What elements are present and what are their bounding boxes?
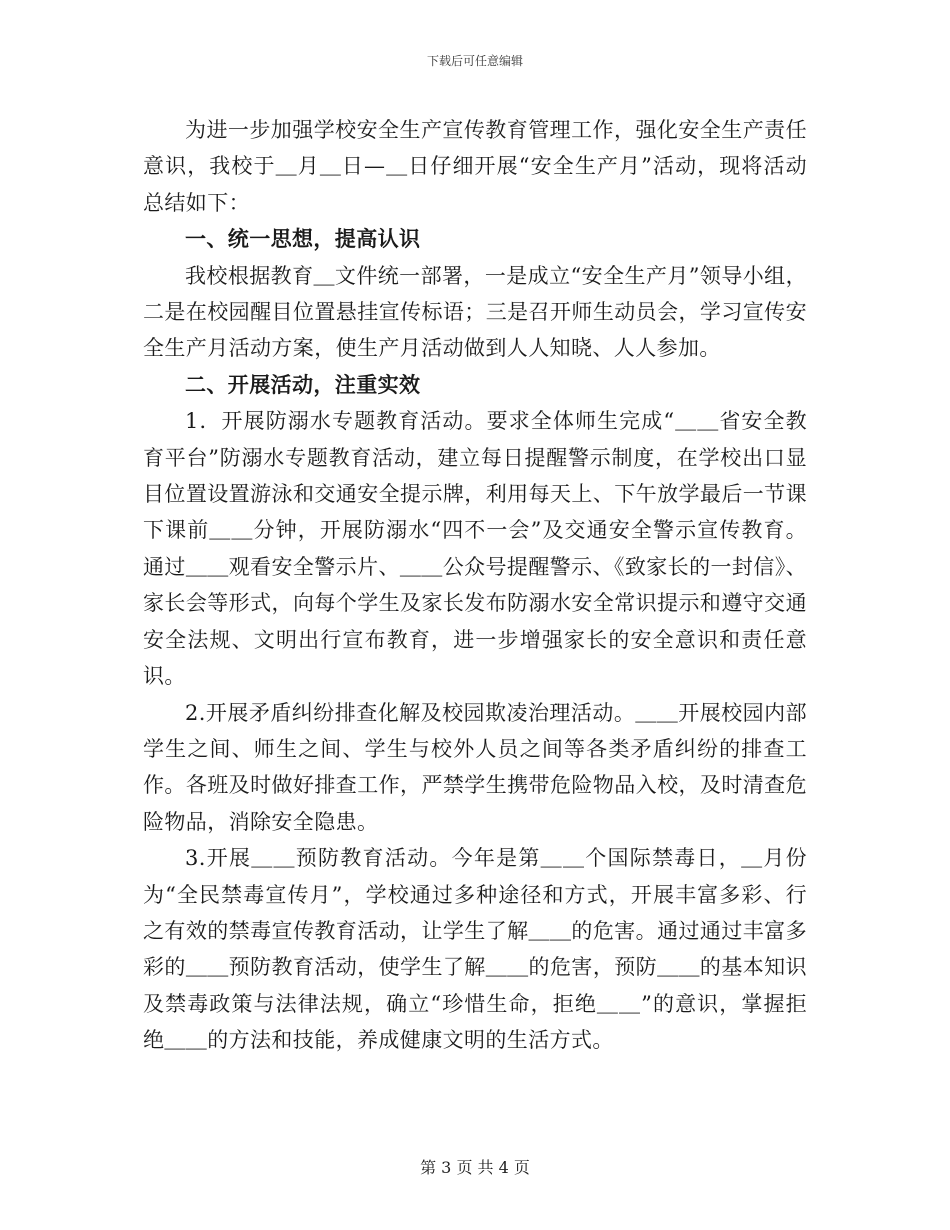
section-heading-2: 二、开展活动，注重实效	[185, 372, 421, 397]
activity-item-2: 2.开展矛盾纠纷排查化解及校园欺凌治理活动。＿＿开展校园内部学生之间、师生之间、学生与校外人员之间等各类矛盾纠纷的排查工作。各班及时做好排查工作，严禁学生携带危险物品入校，及时清查危险物品，消除安全隐患。	[143, 700, 807, 834]
section-1-paragraph: 我校根据教育＿文件统一部署，一是成立“安全生产月”领导小组，二是在校园醒目位置悬挂宣传标语；三是召开师生动员会，学习宣传安全生产月活动方案，使生产月活动做到人人知晓、人人参加。	[143, 263, 807, 361]
document-body	[143, 112, 807, 1059]
page-header-note: 下载后可任意编辑	[426, 54, 523, 68]
intro-paragraph: 为进一步加强学校安全生产宣传教育管理工作，强化安全生产责任意识，我校于＿月＿日—＿日仔细开展“安全生产月”活动，现将活动总结如下：	[143, 118, 807, 215]
activity-item-1: 1．开展防溺水专题教育活动。要求全体师生完成“＿＿省安全教育平台”防溺水专题教育活动，建立每日提醒警示制度，在学校出口显目位置设置游泳和交通安全提示牌，利用每天上、下午放学最后一节课下课前＿＿分钟，开展防溺水“四不一会”及交通安全警示宣传教育。通过＿＿观看安全警示片、＿＿公众号提醒警示、《致家长的一封信》、家长会等形式，向每个学生及家长发布防溺水安全常识提示和遵守交通安全法规、文明出行宣布教育，进一步增强家长的安全意识和责任意识。	[143, 409, 807, 689]
page-number: 第 3 页 共 4 页	[420, 1158, 530, 1177]
activity-item-3: 3.开展＿＿预防教育活动。今年是第＿＿个国际禁毒日，＿月份为“全民禁毒宣传月”，学校通过多种途径和方式，开展丰富多彩、行之有效的禁毒宣传教育活动，让学生了解＿＿的危害。通过通过丰富多彩的＿＿预防教育活动，使学生了解＿＿的危害，预防＿＿的基本知识及禁毒政策与法律法规，确立“珍惜生命，拒绝＿＿”的意识，掌握拒绝＿＿的方法和技能，养成健康文明的生活方式。	[143, 846, 807, 1053]
section-heading-1: 一、统一思想，提高认识	[185, 227, 421, 252]
